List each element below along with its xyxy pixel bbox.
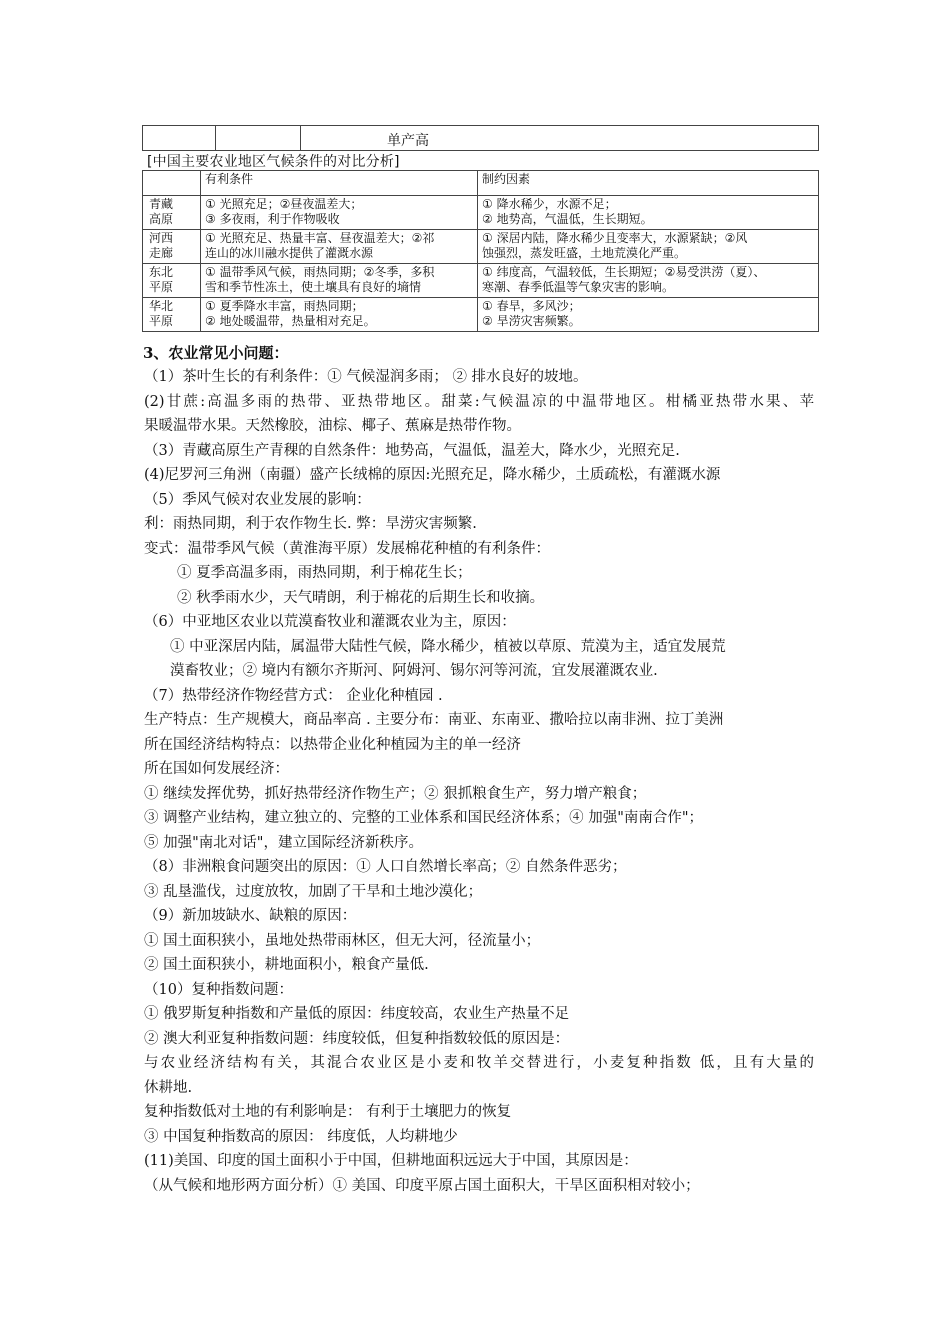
text-line: (2)甘蔗:高温多雨的热带、亚热带地区。甜菜:气候温凉的中温带地区。柑橘亚热带水果、苹	[144, 393, 814, 410]
text-line: ① 俄罗斯复种指数和产量低的原因：纬度较高，农业生产热量不足	[144, 1006, 570, 1022]
cell-line: 走廊	[149, 246, 174, 260]
cell-line: ① 光照充足、热量丰富、昼夜温差大；②祁	[205, 231, 435, 245]
region-cell	[143, 196, 201, 230]
text-line: (11)美国、印度的国土面积小于中国，但耕地面积远远大于中国，其原因是：	[144, 1153, 638, 1169]
cell-line: ② 地处暖温带，热量相对充足。	[205, 314, 376, 328]
favorable-cell	[201, 230, 478, 264]
cell-line: 雪和季节性冻土，使土壤具有良好的墒情	[205, 280, 422, 294]
text-line: （7）热带经济作物经营方式： 企业化种植园 .	[144, 687, 443, 704]
region-cell	[143, 298, 201, 332]
cell-line: 蚀强烈，蒸发旺盛，土地荒漠化严重。	[482, 246, 687, 260]
cell-line: 平原	[149, 314, 174, 328]
table-cell: 单产高	[301, 126, 819, 151]
cell-line: ① 光照充足；②昼夜温差大；	[205, 197, 363, 211]
body-text	[144, 365, 814, 1198]
text-line: 所在国如何发展经济：	[144, 761, 289, 777]
table-cell	[216, 126, 301, 151]
cell-line: 东北	[149, 265, 174, 279]
text-line: ③ 中国复种指数高的原因： 纬度低，人均耕地少	[144, 1128, 458, 1145]
climate-comparison-table	[142, 170, 819, 332]
cell-line: 华北	[149, 299, 174, 313]
text-line: 果暖温带水果。天然橡胶，油棕、椰子、蕉麻是热带作物。	[144, 418, 521, 434]
limiting-cell	[478, 298, 819, 332]
text-line: （3）青藏高原生产青稞的自然条件：地势高，气温低，温差大，降水少，光照充足.	[144, 442, 680, 459]
table-row	[143, 264, 819, 298]
text-line: ③ 调整产业结构，建立独立的、完整的工业体系和国民经济体系；④ 加强"南南合作"；	[144, 810, 704, 826]
cell-line: ① 夏季降水丰富，雨热同期；	[205, 299, 364, 313]
favorable-cell	[201, 196, 478, 230]
text-line: （9）新加坡缺水、缺粮的原因：	[144, 908, 357, 924]
favorable-cell	[201, 298, 478, 332]
header-cell: 制约因素	[478, 171, 819, 196]
favorable-cell	[201, 264, 478, 298]
text-line: 漠畜牧业；② 境内有额尔齐斯河、阿姆河、锡尔河等河流，宜发展灌溉农业.	[170, 663, 658, 679]
text-line: 变式：温带季风气候（黄淮海平原）发展棉花种植的有利条件：	[144, 540, 550, 557]
text-line: ① 夏季高温多雨，雨热同期，利于棉花生长；	[177, 565, 472, 581]
cell-line: ③ 多夜雨，利于作物吸收	[205, 212, 340, 226]
text-line: （8）非洲粮食问题突出的原因：① 人口自然增长率高；② 自然条件恶劣；	[144, 859, 627, 875]
table-row	[143, 196, 819, 230]
table-row	[143, 298, 819, 332]
text-line: ② 国土面积狭小，耕地面积小，粮食产量低.	[144, 957, 429, 973]
text-line: ⑤ 加强"南北对话"，建立国际经济新秩序。	[144, 834, 423, 851]
cell-line: ① 温带季风气候，雨热同期；②冬季，多积	[205, 265, 435, 279]
text-line: 与农业经济结构有关，其混合农业区是小麦和牧羊交替进行，小麦复种指数 低，且有大量的	[144, 1055, 814, 1071]
text-line: 所在国经济结构特点：以热带企业化种植园为主的单一经济	[144, 736, 521, 753]
text-line: 复种指数低对土地的有利影响是： 有利于土壤肥力的恢复	[144, 1104, 512, 1120]
section-title: 3、农业常见小问题：	[143, 344, 289, 362]
table-header-row	[143, 171, 819, 196]
table-caption: [中国主要农业地区气候条件的对比分析]	[147, 154, 400, 170]
text-line: 生产特点：生产规模大，商品率高 . 主要分布：南亚、东南亚、撒哈拉以南非洲、拉丁美洲	[144, 712, 724, 728]
text-line: (4)尼罗河三角洲（南疆）盛产长绒棉的原因:光照充足，降水稀少，土质疏松，有灌溉水源	[144, 467, 721, 483]
cell-line: 连山的冰川融水提供了灌溉水源	[205, 246, 374, 260]
table-row	[143, 126, 819, 151]
header-cell	[143, 171, 201, 196]
text-line: （10）复种指数问题：	[144, 981, 293, 998]
cell-line: 平原	[149, 280, 174, 294]
header-cell: 有利条件	[201, 171, 478, 196]
text-line: ② 秋季雨水少，天气晴朗，利于棉花的后期生长和收摘。	[177, 589, 545, 606]
limiting-cell	[478, 230, 819, 264]
table-row	[143, 230, 819, 264]
cell-line: ① 纬度高，气温较低，生长期短；②易受洪涝（夏）、	[482, 265, 766, 279]
limiting-cell	[478, 196, 819, 230]
region-cell	[143, 230, 201, 264]
cell-line: ② 旱涝灾害频繁。	[482, 314, 581, 328]
limiting-cell	[478, 264, 819, 298]
text-line: （5）季风气候对农业发展的影响：	[144, 491, 371, 508]
text-line: 利：雨热同期，利于农作物生长. 弊：旱涝灾害频繁.	[144, 516, 477, 532]
text-line: （1）茶叶生长的有利条件：① 气候湿润多雨； ② 排水良好的坡地。	[144, 369, 588, 385]
region-cell	[143, 264, 201, 298]
text-line: ① 国土面积狭小，虽地处热带雨林区，但无大河，径流量小；	[144, 932, 541, 949]
table-cell	[143, 126, 216, 151]
text-line: ① 继续发挥优势，抓好热带经济作物生产；② 狠抓粮食生产，努力增产粮食；	[144, 785, 647, 802]
cell-line: ① 春旱，多风沙；	[482, 299, 581, 313]
text-line: ② 澳大利亚复种指数问题：纬度较低，但复种指数较低的原因是：	[144, 1030, 570, 1047]
continued-table-fragment	[142, 125, 819, 151]
text-line: （从气候和地形两方面分析）① 美国、印度平原占国土面积大，干旱区面积相对较小；	[144, 1177, 700, 1194]
cell-line: 高原	[149, 212, 174, 226]
cell-line: ② 地势高，气温低，生长期短。	[482, 212, 653, 226]
cell-line: ① 降水稀少，水源不足；	[482, 197, 617, 211]
cell-line: 寒潮、春季低温等气象灾害的影响。	[482, 280, 675, 294]
cell-line: 青藏	[149, 197, 174, 211]
text-line: 休耕地.	[144, 1079, 193, 1096]
text-line: ③ 乱垦滥伐，过度放牧，加剧了干旱和土地沙漠化；	[144, 883, 483, 900]
cell-line: ① 深居内陆，降水稀少且变率大，水源紧缺；②风	[482, 231, 748, 245]
text-line: ① 中亚深居内陆，属温带大陆性气候，降水稀少，植被以草原、荒漠为主，适宜发展荒	[170, 638, 726, 655]
text-line: （6）中亚地区农业以荒漠畜牧业和灌溉农业为主，原因：	[144, 614, 516, 630]
cell-line: 河西	[149, 231, 174, 245]
